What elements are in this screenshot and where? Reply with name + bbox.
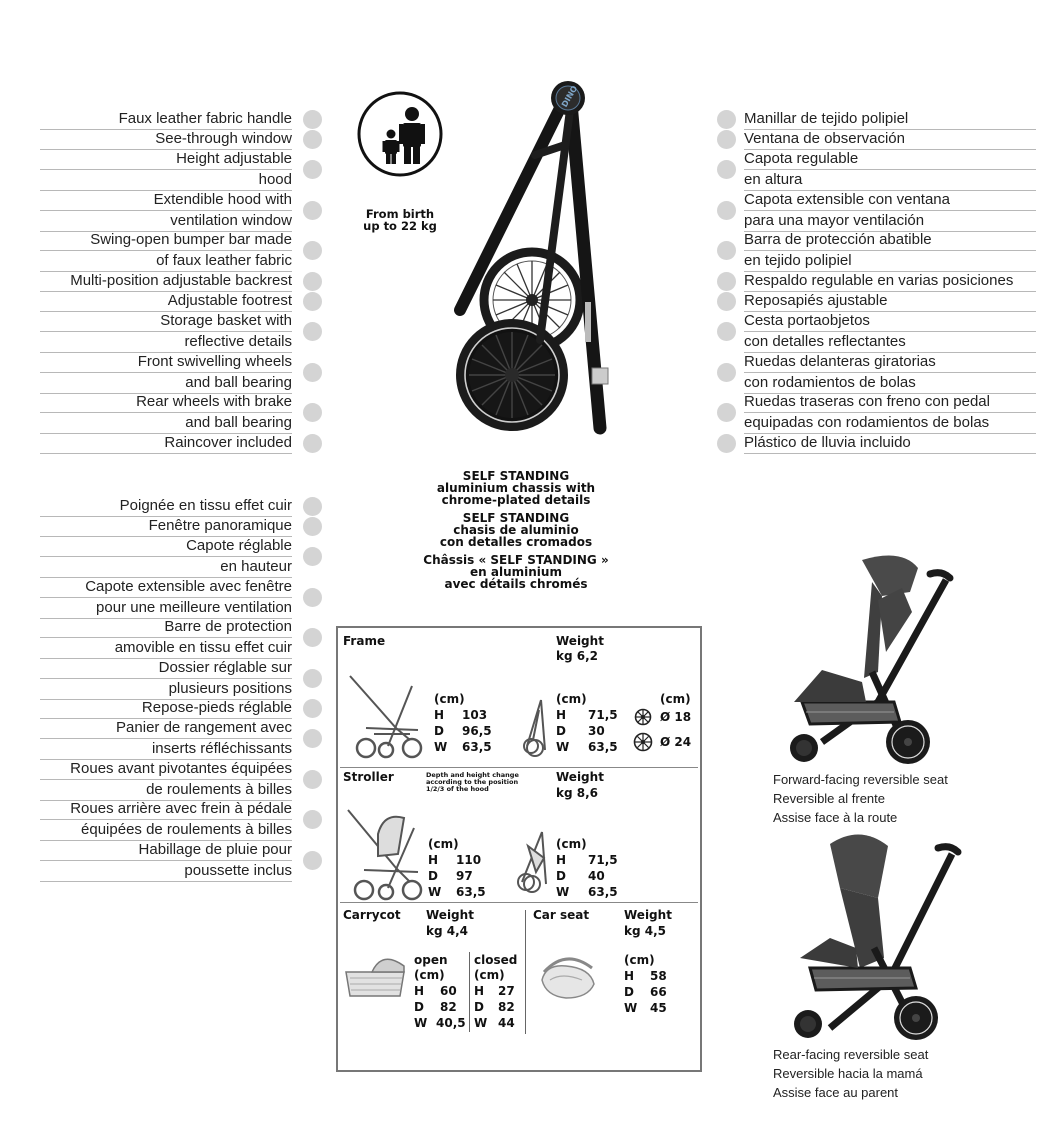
- features-es-item: [744, 433, 1036, 454]
- feature-line: Ruedas delanteras giratorias: [744, 352, 1036, 373]
- carrycot-closed-w: 44: [498, 1016, 515, 1030]
- bullet-dot-icon: [717, 272, 736, 291]
- features-en-item: [40, 190, 292, 232]
- frame-folded-image: [521, 698, 551, 758]
- specifications-table: [336, 626, 702, 1072]
- rear-wheel-size: Ø 24: [660, 735, 692, 749]
- rear-facing-caption: [773, 1045, 928, 1102]
- rear-caption-fr: Assise face au parent: [773, 1085, 899, 1100]
- bullet-dot-icon: [303, 241, 322, 260]
- feature-line: Barre de protection: [40, 617, 292, 638]
- features-fr-item: [40, 718, 292, 760]
- bullet-dot-icon: [717, 130, 736, 149]
- carseat-d: 66: [650, 985, 667, 999]
- stroller-note-3: 1/2/3 of the hood: [426, 785, 489, 793]
- carrycot-closed-h-label: H: [474, 984, 485, 998]
- frame-open-h-label: H: [434, 708, 445, 722]
- rear-caption-en: Rear-facing reversible seat: [773, 1047, 929, 1062]
- bullet-dot-icon: [303, 588, 322, 607]
- feature-line: Plástico de lluvia incluido: [744, 433, 1036, 454]
- carrycot-weight: kg 4,4: [426, 924, 469, 938]
- feature-line: Repose-pieds réglable: [40, 698, 292, 719]
- stroller-open-d: 97: [456, 869, 473, 883]
- feature-line: Faux leather fabric handle: [40, 109, 292, 130]
- chassis-caption-line: chrome-plated details: [441, 493, 591, 507]
- carseat-w-label: W: [624, 1001, 638, 1015]
- feature-line: Roues arrière avec frein à pédale: [40, 799, 292, 820]
- features-fr-item: [40, 577, 292, 619]
- bullet-dot-icon: [303, 272, 322, 291]
- stroller-open-h: 110: [456, 853, 482, 867]
- chassis-caption: [400, 470, 632, 596]
- features-en-item: [40, 433, 292, 454]
- features-es-item: [744, 230, 1036, 272]
- chassis-caption-line: en aluminium: [470, 565, 562, 579]
- stroller-weight-label: Weight: [556, 770, 604, 784]
- features-fr-item: [40, 496, 292, 517]
- features-en-item: [40, 109, 292, 130]
- feature-line: Reposapiés ajustable: [744, 291, 1036, 312]
- feature-line: Multi-position adjustable backrest: [40, 271, 292, 292]
- feature-line: Cesta portaobjetos: [744, 311, 1036, 332]
- stroller-weight: kg 8,6: [556, 786, 599, 800]
- feature-line: Manillar de tejido polipiel: [744, 109, 1036, 130]
- bullet-dot-icon: [303, 110, 322, 129]
- feature-line: Dossier réglable sur: [40, 658, 292, 679]
- features-en-item: [40, 311, 292, 353]
- brand-logo: DINO: [559, 84, 580, 109]
- frame-label: Frame: [343, 634, 386, 648]
- frame-open-w-label: W: [434, 740, 448, 754]
- carrycot-open-d-label: D: [414, 1000, 424, 1014]
- frame-folded-h-label: H: [556, 708, 567, 722]
- feature-line: Adjustable footrest: [40, 291, 292, 312]
- feature-line: de roulements à billes: [40, 780, 292, 801]
- frame-open-unit: (cm): [434, 692, 465, 706]
- frame-weight-label: Weight: [556, 634, 604, 648]
- frame-folded-d-label: D: [556, 724, 566, 738]
- bullet-dot-icon: [303, 201, 322, 220]
- carrycot-closed-h: 27: [498, 984, 515, 998]
- features-fr-item: [40, 759, 292, 801]
- feature-line: Extendible hood with: [40, 190, 292, 211]
- features-es-item: [744, 109, 1036, 130]
- front-wheel-icon: [634, 708, 652, 726]
- feature-line: ventilation window: [40, 211, 292, 232]
- stroller-folded-w: 63,5: [588, 885, 618, 899]
- bullet-dot-icon: [717, 241, 736, 260]
- chassis-caption-line: avec détails chromés: [444, 577, 588, 591]
- features-fr-item: [40, 840, 292, 882]
- bullet-dot-icon: [303, 628, 322, 647]
- feature-line: inserts réfléchissants: [40, 739, 292, 760]
- feature-line: reflective details: [40, 332, 292, 353]
- feature-line: en altura: [744, 170, 1036, 191]
- feature-line: Swing-open bumper bar made: [40, 230, 292, 251]
- features-fr-item: [40, 698, 292, 719]
- stroller-folded-h: 71,5: [588, 853, 618, 867]
- carrycot-open-w-label: W: [414, 1016, 428, 1030]
- bullet-dot-icon: [303, 130, 322, 149]
- bullet-dot-icon: [303, 160, 322, 179]
- feature-line: équipées de roulements à billes: [40, 820, 292, 841]
- features-en-item: [40, 149, 292, 191]
- features-es-item: [744, 190, 1036, 232]
- stroller-open-unit: (cm): [428, 837, 459, 851]
- feature-line: Front swivelling wheels: [40, 352, 292, 373]
- feature-line: Capota regulable: [744, 149, 1036, 170]
- features-fr-item: [40, 658, 292, 700]
- forward-caption-fr: Assise face à la route: [773, 810, 898, 825]
- bullet-dot-icon: [303, 699, 322, 718]
- feature-line: Raincover included: [40, 433, 292, 454]
- features-fr-item: [40, 799, 292, 841]
- bullet-dot-icon: [717, 434, 736, 453]
- forward-caption-es: Reversible al frente: [773, 791, 885, 806]
- feature-line: Capota extensible con ventana: [744, 190, 1036, 211]
- chassis-caption-line: SELF STANDING: [462, 469, 570, 483]
- bullet-dot-icon: [717, 110, 736, 129]
- features-en-item: [40, 291, 292, 312]
- chassis-caption-block: [400, 512, 632, 548]
- frame-folded-w-label: W: [556, 740, 570, 754]
- bullet-dot-icon: [303, 669, 322, 688]
- frame-folded-d: 30: [588, 724, 605, 738]
- carrycot-open-h: 60: [440, 984, 457, 998]
- features-en-item: [40, 271, 292, 292]
- frame-weight: kg 6,2: [556, 649, 599, 663]
- frame-open-w: 63,5: [462, 740, 492, 754]
- carrycot-open-h-label: H: [414, 984, 425, 998]
- feature-line: pour une meilleure ventilation: [40, 598, 292, 619]
- stroller-folded-w-label: W: [556, 885, 570, 899]
- stroller-folded-h-label: H: [556, 853, 567, 867]
- carrycot-image: [342, 946, 408, 1000]
- bullet-dot-icon: [303, 517, 322, 536]
- divider-1: [340, 767, 698, 768]
- stroller-folded-d-label: D: [556, 869, 566, 883]
- bullet-dot-icon: [717, 403, 736, 422]
- frame-open-h: 103: [462, 708, 488, 722]
- frame-folded-unit: (cm): [556, 692, 587, 706]
- chassis-caption-line: Châssis « SELF STANDING »: [423, 553, 609, 567]
- feature-line: poussette inclus: [40, 861, 292, 882]
- stroller-open-d-label: D: [428, 869, 438, 883]
- feature-line: Height adjustable: [40, 149, 292, 170]
- bullet-dot-icon: [303, 770, 322, 789]
- features-fr-item: [40, 536, 292, 578]
- carseat-unit: (cm): [624, 953, 655, 967]
- feature-line: hood: [40, 170, 292, 191]
- features-en-item: [40, 352, 292, 394]
- carrycot-label: Carrycot: [343, 908, 401, 922]
- stroller-open-w: 63,5: [456, 885, 486, 899]
- bullet-dot-icon: [717, 322, 736, 341]
- carseat-h-label: H: [624, 969, 635, 983]
- bullet-dot-icon: [303, 547, 322, 566]
- features-en-item: [40, 230, 292, 272]
- age-badge: [357, 91, 443, 239]
- carrycot-closed-d-label: D: [474, 1000, 484, 1014]
- feature-line: en tejido polipiel: [744, 251, 1036, 272]
- carseat-h: 58: [650, 969, 667, 983]
- bullet-dot-icon: [303, 851, 322, 870]
- frame-folded-w: 63,5: [588, 740, 618, 754]
- age-badge-line2: up to 22 kg: [363, 219, 437, 233]
- bullet-dot-icon: [303, 403, 322, 422]
- frame-open-d: 96,5: [462, 724, 492, 738]
- rear-facing-stroller-image: [770, 828, 970, 1046]
- frame-open-image: [344, 668, 428, 760]
- rear-caption-es: Reversible hacia la mamá: [773, 1066, 923, 1081]
- parent-child-icon: [357, 91, 443, 177]
- carrycot-open-w: 40,5: [436, 1016, 466, 1030]
- carseat-label: Car seat: [533, 908, 590, 922]
- rear-wheel-icon: [633, 732, 653, 752]
- feature-line: Storage basket with: [40, 311, 292, 332]
- bullet-dot-icon: [303, 363, 322, 382]
- stroller-note-1: Depth and height change: [426, 771, 519, 779]
- feature-line: and ball bearing: [40, 413, 292, 434]
- carrycot-closed-label: closed: [474, 953, 518, 967]
- folded-frame-image: [440, 70, 630, 460]
- frame-wheels-unit: (cm): [660, 692, 691, 706]
- chassis-caption-block: [400, 554, 632, 590]
- divider-2: [340, 902, 698, 903]
- feature-line: equipadas con rodamientos de bolas: [744, 413, 1036, 434]
- feature-line: and ball bearing: [40, 373, 292, 394]
- feature-line: Capote réglable: [40, 536, 292, 557]
- features-es-item: [744, 392, 1036, 434]
- stroller-note-2: according to the position: [426, 778, 519, 786]
- bullet-dot-icon: [303, 810, 322, 829]
- carrycot-weight-label: Weight: [426, 908, 474, 922]
- carrycot-open-d: 82: [440, 1000, 457, 1014]
- feature-line: Habillage de pluie pour: [40, 840, 292, 861]
- feature-line: Poignée en tissu effet cuir: [40, 496, 292, 517]
- bullet-dot-icon: [717, 160, 736, 179]
- feature-line: con rodamientos de bolas: [744, 373, 1036, 394]
- feature-line: Panier de rangement avec: [40, 718, 292, 739]
- features-fr-item: [40, 617, 292, 659]
- bullet-dot-icon: [717, 292, 736, 311]
- features-es-item: [744, 271, 1036, 292]
- carrycot-open-label: open: [414, 953, 448, 967]
- stroller-folded-d: 40: [588, 869, 605, 883]
- carseat-separator: [525, 910, 526, 1034]
- bullet-dot-icon: [303, 434, 322, 453]
- feature-line: Rear wheels with brake: [40, 392, 292, 413]
- carrycot-open-unit: (cm): [414, 968, 445, 982]
- stroller-folded-image: [514, 828, 554, 894]
- chassis-caption-line: SELF STANDING: [462, 511, 570, 525]
- frame-open-d-label: D: [434, 724, 444, 738]
- age-badge-line1: From birth: [365, 207, 435, 221]
- bullet-dot-icon: [303, 322, 322, 341]
- carseat-weight-label: Weight: [624, 908, 672, 922]
- carseat-d-label: D: [624, 985, 634, 999]
- feature-line: Respaldo regulable en varias posiciones: [744, 271, 1036, 292]
- chassis-caption-line: chasis de aluminio: [453, 523, 579, 537]
- stroller-open-h-label: H: [428, 853, 439, 867]
- front-wheel-size: Ø 18: [660, 710, 692, 724]
- feature-line: of faux leather fabric: [40, 251, 292, 272]
- feature-line: amovible en tissu effet cuir: [40, 638, 292, 659]
- bullet-dot-icon: [303, 497, 322, 516]
- features-en-item: [40, 129, 292, 150]
- features-es-item: [744, 311, 1036, 353]
- feature-line: para una mayor ventilación: [744, 211, 1036, 232]
- features-en-item: [40, 392, 292, 434]
- feature-line: con detalles reflectantes: [744, 332, 1036, 353]
- features-es-item: [744, 129, 1036, 150]
- stroller-open-image: [344, 804, 428, 902]
- bullet-dot-icon: [303, 292, 322, 311]
- feature-line: Ruedas traseras con freno con pedal: [744, 392, 1036, 413]
- chassis-caption-block: [400, 470, 632, 506]
- chassis-caption-line: aluminium chassis with: [436, 481, 596, 495]
- frame-folded-h: 71,5: [588, 708, 618, 722]
- stroller-label: Stroller: [343, 770, 394, 784]
- forward-facing-caption: [773, 770, 948, 827]
- carrycot-separator: [469, 952, 470, 1032]
- feature-line: Fenêtre panoramique: [40, 516, 292, 537]
- carrycot-closed-w-label: W: [474, 1016, 488, 1030]
- carrycot-closed-d: 82: [498, 1000, 515, 1014]
- feature-line: Roues avant pivotantes équipées: [40, 759, 292, 780]
- feature-line: plusieurs positions: [40, 679, 292, 700]
- features-fr-item: [40, 516, 292, 537]
- bullet-dot-icon: [303, 729, 322, 748]
- feature-line: Ventana de observación: [744, 129, 1036, 150]
- forward-facing-stroller-image: [782, 552, 962, 770]
- chassis-caption-line: con detalles cromados: [439, 535, 593, 549]
- feature-line: See-through window: [40, 129, 292, 150]
- carseat-weight: kg 4,5: [624, 924, 667, 938]
- stroller-folded-unit: (cm): [556, 837, 587, 851]
- carseat-w: 45: [650, 1001, 667, 1015]
- bullet-dot-icon: [717, 363, 736, 382]
- features-es-item: [744, 291, 1036, 312]
- stroller-open-w-label: W: [428, 885, 442, 899]
- feature-line: Barra de protección abatible: [744, 230, 1036, 251]
- features-es-item: [744, 352, 1036, 394]
- features-es-item: [744, 149, 1036, 191]
- bullet-dot-icon: [717, 201, 736, 220]
- carseat-image: [536, 950, 602, 1002]
- feature-line: en hauteur: [40, 557, 292, 578]
- carrycot-closed-unit: (cm): [474, 968, 505, 982]
- feature-line: Capote extensible avec fenêtre: [40, 577, 292, 598]
- forward-caption-en: Forward-facing reversible seat: [773, 772, 948, 787]
